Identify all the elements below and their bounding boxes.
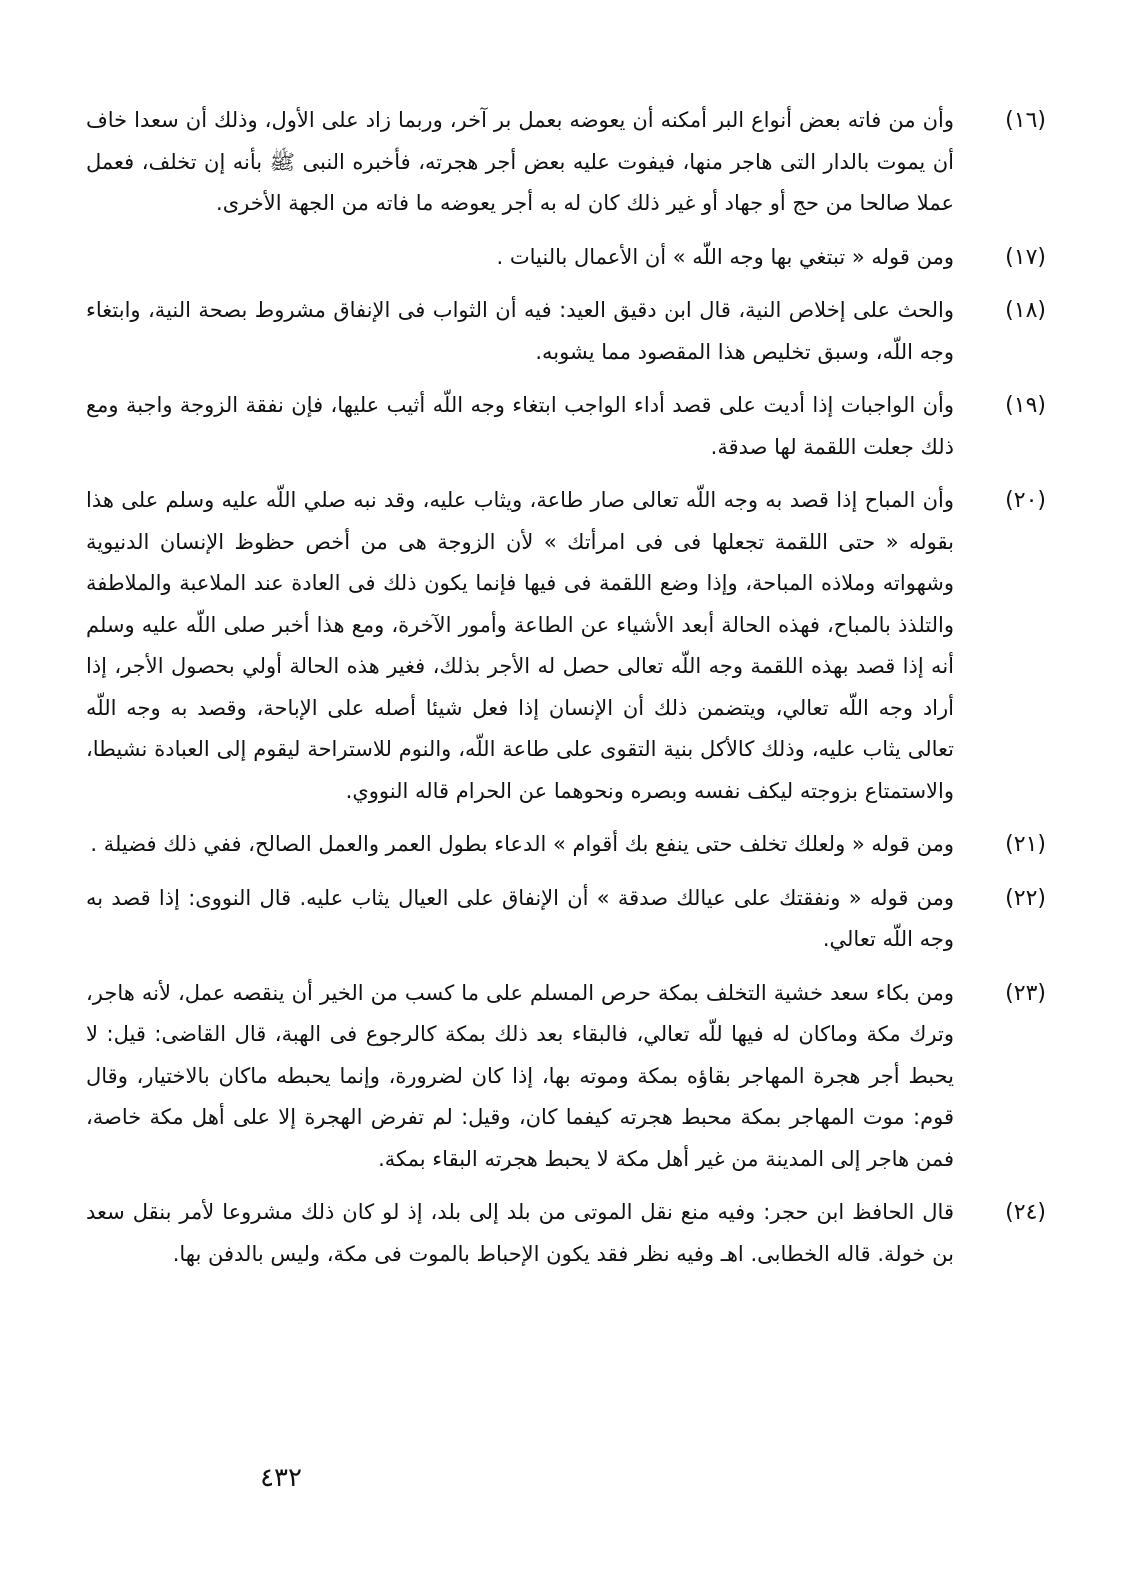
item-number: (٢٤) bbox=[1005, 1200, 1046, 1225]
list-item bbox=[86, 1192, 1046, 1275]
list-item bbox=[86, 824, 1046, 866]
item-number: (١٨) bbox=[1005, 298, 1046, 323]
item-number: (٢١) bbox=[1005, 832, 1046, 857]
item-text: قال الحافظ ابن حجر: وفيه منع نقل الموتى من بلد إلى بلد، إذ لو كان ذلك مشروعا لأمر بنقل سعد بن خولة. قاله الخطابى. اهـ وفيه نظر فقد يكون الإحباط بالموت فى مكة، وليس بالدفن بها. bbox=[86, 1200, 954, 1266]
item-text: ومن بكاء سعد خشية التخلف بمكة حرص المسلم على ما كسب من الخير أن ينقصه عمل، لأنه هاجر، وترك مكة وماكان له فيها للّه تعالي، فالبقاء بعد ذلك بمكة كالرجوع فى الهبة، قال القاضى: قيل: لا يحبط أجر هجرة المهاجر بقاؤه بمكة وموته بها، إذا كان لضرورة، وإنما يحبطه ماكان بالاختيار، وقال قوم: موت المهاجر بمكة محبط هجرته كيفما كان، وقيل: لم تفرض الهجرة إلا على أهل مكة خاصة، فمن هاجر إلى المدينة من غير أهل مكة لا يحبط هجرته البقاء بمكة. bbox=[86, 980, 954, 1171]
item-number: (١٦) bbox=[1005, 108, 1046, 133]
list-item bbox=[86, 385, 1046, 468]
item-text: وأن الواجبات إذا أديت على قصد أداء الواجب ابتغاء وجه اللّه أثيب عليها، فإن نفقة الزوجة واجبة ومع ذلك جعلت اللقمة لها صدقة. bbox=[86, 393, 954, 459]
item-text: ومن قوله « ولعلك تخلف حتى ينفع بك أقوام » الدعاء بطول العمر والعمل الصالح، ففي ذلك فضيلة . bbox=[90, 832, 954, 856]
item-number: (١٩) bbox=[1005, 393, 1046, 418]
list-item bbox=[86, 290, 1046, 373]
list-item bbox=[86, 973, 1046, 1181]
item-text: والحث على إخلاص النية، قال ابن دقيق العيد: فيه أن الثواب فى الإنفاق مشروط بصحة النية، وابتغاء وجه اللّه، وسبق تخليص هذا المقصود مما يشوبه. bbox=[86, 298, 954, 364]
item-number: (٢٠) bbox=[1005, 488, 1046, 513]
item-text: ومن قوله « ونفقتك على عيالك صدقة » أن الإنفاق على العيال يثاب عليه. قال النووى: إذا قصد به وجه اللّه تعالي. bbox=[86, 885, 954, 951]
commentary-list bbox=[86, 100, 1046, 1287]
list-item bbox=[86, 237, 1046, 279]
item-text: وأن المباح إذا قصد به وجه اللّه تعالى صار طاعة، ويثاب عليه، وقد نبه صلي اللّه عليه وسلم على هذا بقوله « حتى اللقمة تجعلها فى فى امرأتك » لأن الزوجة هى من أخص حظوظ الإنسان الدنيوية وشهواته وملاذه المباحة، وإذا وضع اللقمة فى فيها فإنما يكون ذلك فى العادة عند الملاعبة والملاطفة والتلذذ بالمباح، فهذه الحالة أبعد الأشياء عن الطاعة وأمور الآخرة، ومع هذا أخبر صلى اللّه عليه وسلم أنه إذا قصد بهذه اللقمة وجه اللّه تعالى حصل له الأجر بذلك، فغير هذه الحالة أولي بحصول الأجر، إذا أراد وجه اللّه تعالي، ويتضمن ذلك أن الإنسان إذا فعل شيئا أصله على الإباحة، وقصد به وجه اللّه تعالى يثاب عليه، وذلك كالأكل بنية التقوى على طاعة اللّه، والنوم للاستراحة ليقوم إلى العبادة نشيطا، والاستمتاع بزوجته ليكف نفسه وبصره ونحوهما عن الحرام قاله النووي. bbox=[86, 488, 954, 803]
list-item bbox=[86, 878, 1046, 961]
item-text: وأن من فاته بعض أنواع البر أمكنه أن يعوضه بعمل بر آخر، وربما زاد على الأول، وذلك أن سعدا خاف أن يموت بالدار التى هاجر منها، فيفوت عليه بعض أجر هجرته، فأخبره النبى ﷺ بأنه إن تخلف، فعمل عملا صالحا من حج أو جهاد أو غير ذلك كان له به أجر يعوضه ما فاته من الجهة الأخرى. bbox=[86, 108, 954, 215]
item-number: (٢٢) bbox=[1005, 885, 1046, 911]
item-number: (١٧) bbox=[1005, 244, 1046, 270]
item-text: ومن قوله « تبتغي بها وجه اللّه » أن الأعمال بالنيات . bbox=[496, 244, 954, 269]
page-number: ٤٣٢ bbox=[260, 1463, 302, 1493]
list-item bbox=[86, 100, 1046, 225]
item-number: (٢٣) bbox=[1005, 980, 1046, 1006]
list-item bbox=[86, 480, 1046, 812]
